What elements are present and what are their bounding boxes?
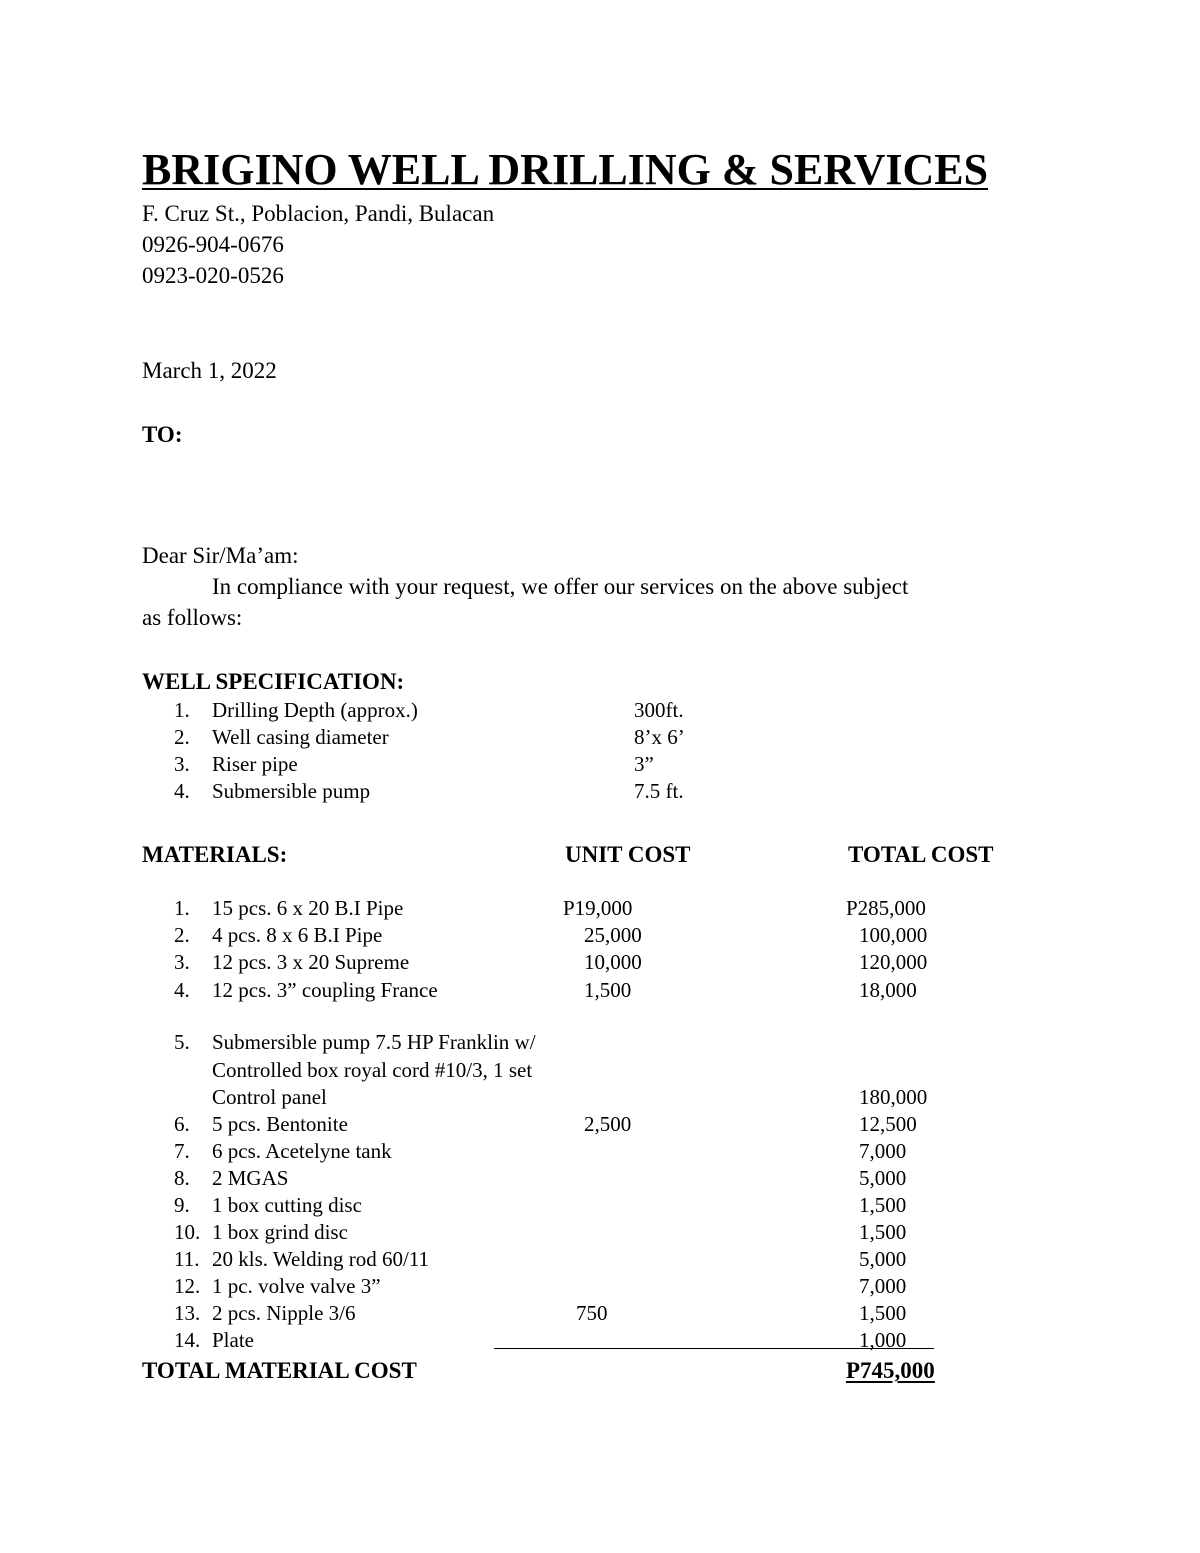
spec-label: Riser pipe: [212, 752, 298, 776]
spec-label: Drilling Depth (approx.): [212, 698, 418, 722]
material-desc: 20 kls. Welding rod 60/11: [212, 1247, 430, 1271]
company-phone-1: 0926-904-0676: [142, 232, 284, 257]
material-desc: 1 pc. volve valve 3”: [212, 1274, 381, 1298]
letter-date: March 1, 2022: [142, 358, 277, 383]
total-rule-line: [494, 1348, 934, 1349]
materials-heading: MATERIALS:: [142, 842, 288, 867]
material-num: 13.: [174, 1301, 201, 1325]
material-desc: 1 box grind disc: [212, 1220, 348, 1244]
company-address: F. Cruz St., Poblacion, Pandi, Bulacan: [142, 201, 495, 226]
total-material-cost-value: P745,000: [846, 1358, 935, 1383]
spec-value: 3”: [634, 752, 654, 776]
material-unit-cost: 10,000: [584, 950, 642, 974]
material-desc: 6 pcs. Acetelyne tank: [212, 1139, 392, 1163]
material-desc: 2 MGAS: [212, 1166, 289, 1190]
well-spec-heading: WELL SPECIFICATION:: [142, 669, 405, 694]
spec-num: 3.: [174, 752, 190, 776]
spec-value: 300ft.: [634, 698, 684, 722]
spec-num: 4.: [174, 779, 190, 803]
material-total-cost: 1,000: [859, 1328, 907, 1352]
material-desc-line-3: Control panel: [212, 1085, 327, 1109]
material-total-cost: 5,000: [859, 1166, 907, 1190]
material-desc: 1 box cutting disc: [212, 1193, 362, 1217]
material-num: 11.: [174, 1247, 200, 1271]
material-num: 7.: [174, 1139, 190, 1163]
intro-line-2: as follows:: [142, 605, 243, 630]
material-desc: 12 pcs. 3” coupling France: [212, 978, 438, 1002]
material-num: 12.: [174, 1274, 201, 1298]
material-total-cost: 1,500: [859, 1193, 907, 1217]
material-unit-cost: P19,000: [563, 896, 633, 920]
material-desc-line-2: Controlled box royal cord #10/3, 1 set: [212, 1058, 533, 1082]
material-total-cost: 180,000: [859, 1085, 928, 1109]
material-num: 5.: [174, 1030, 190, 1054]
material-total-cost: P285,000: [846, 896, 926, 920]
material-num: 2.: [174, 923, 190, 947]
material-unit-cost: 1,500: [584, 978, 632, 1002]
to-label: TO:: [142, 422, 183, 447]
company-name: BRIGINO WELL DRILLING & SERVICES: [142, 145, 989, 194]
spec-num: 1.: [174, 698, 190, 722]
material-total-cost: 12,500: [859, 1112, 917, 1136]
material-total-cost: 18,000: [859, 978, 917, 1002]
spec-num: 2.: [174, 725, 190, 749]
material-num: 8.: [174, 1166, 190, 1190]
spec-value: 7.5 ft.: [634, 779, 684, 803]
material-unit-cost: 25,000: [584, 923, 642, 947]
material-num: 10.: [174, 1220, 201, 1244]
material-num: 3.: [174, 950, 190, 974]
spec-label: Submersible pump: [212, 779, 371, 803]
material-total-cost: 7,000: [859, 1274, 907, 1298]
material-total-cost: 100,000: [859, 923, 928, 947]
material-total-cost: 5,000: [859, 1247, 907, 1271]
material-desc: 12 pcs. 3 x 20 Supreme: [212, 950, 410, 974]
material-desc: Submersible pump 7.5 HP Franklin w/: [212, 1030, 536, 1054]
unit-cost-header: UNIT COST: [565, 842, 691, 867]
material-total-cost: 120,000: [859, 950, 928, 974]
salutation: Dear Sir/Ma’am:: [142, 543, 299, 568]
spec-label: Well casing diameter: [212, 725, 389, 749]
material-unit-cost: 750: [576, 1301, 608, 1325]
total-material-cost-label: TOTAL MATERIAL COST: [142, 1358, 417, 1383]
material-unit-cost: 2,500: [584, 1112, 632, 1136]
intro-line-1: In compliance with your request, we offer our services on the above subject: [212, 574, 909, 599]
material-desc: Plate: [212, 1328, 254, 1352]
material-desc: 2 pcs. Nipple 3/6: [212, 1301, 356, 1325]
material-desc: 15 pcs. 6 x 20 B.I Pipe: [212, 896, 404, 920]
total-cost-header: TOTAL COST: [848, 842, 994, 867]
material-total-cost: 1,500: [859, 1220, 907, 1244]
material-num: 14.: [174, 1328, 201, 1352]
material-total-cost: 7,000: [859, 1139, 907, 1163]
spec-value: 8’x 6’: [634, 725, 685, 749]
material-num: 4.: [174, 978, 190, 1002]
material-total-cost: 1,500: [859, 1301, 907, 1325]
company-phone-2: 0923-020-0526: [142, 263, 284, 288]
material-desc: 4 pcs. 8 x 6 B.I Pipe: [212, 923, 383, 947]
material-desc: 5 pcs. Bentonite: [212, 1112, 348, 1136]
material-num: 1.: [174, 896, 190, 920]
material-num: 6.: [174, 1112, 190, 1136]
material-num: 9.: [174, 1193, 190, 1217]
